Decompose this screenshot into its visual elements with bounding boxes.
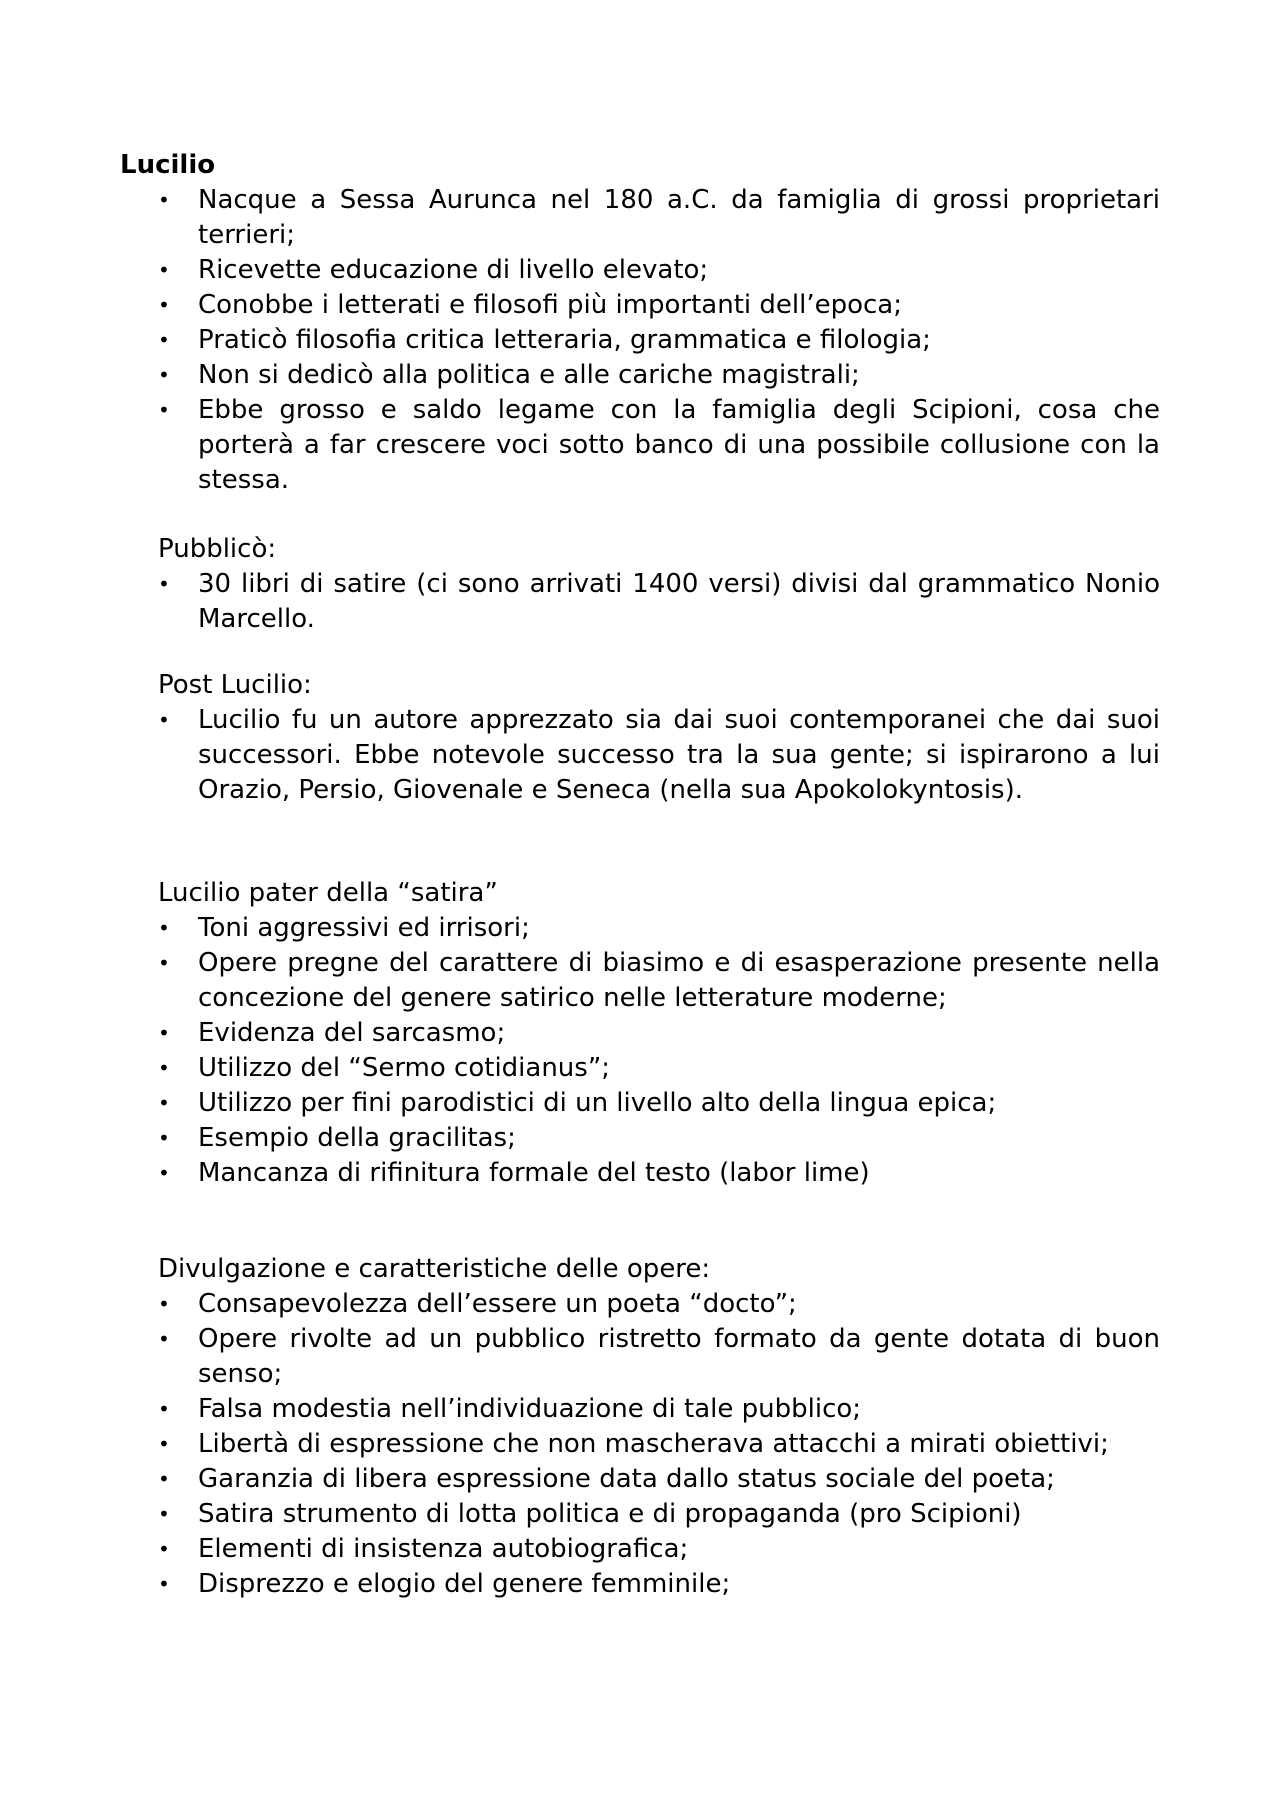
bullet-icon: • bbox=[158, 1502, 170, 1526]
bullet-icon: • bbox=[158, 188, 170, 212]
bullet-icon: • bbox=[158, 328, 170, 352]
bullet-icon: • bbox=[158, 1161, 170, 1185]
section-heading: Post Lucilio: bbox=[158, 670, 312, 700]
list-item: • Conobbe i letterati e filosofi più importanti dell’epoca; bbox=[120, 288, 1160, 323]
section-biografia bbox=[120, 183, 1160, 498]
bullet-icon: • bbox=[158, 293, 170, 317]
bullet-list bbox=[120, 567, 1160, 637]
section-pubblico bbox=[120, 532, 1160, 637]
list-item: • Toni aggressivi ed irrisori; bbox=[120, 911, 1160, 946]
section-heading: Pubblicò: bbox=[158, 534, 277, 564]
bullet-icon: • bbox=[158, 708, 170, 732]
bullet-icon: • bbox=[158, 363, 170, 387]
list-item: • Falsa modestia nell’individuazione di tale pubblico; bbox=[120, 1392, 1160, 1427]
list-item: • Disprezzo e elogio del genere femminile; bbox=[120, 1567, 1160, 1602]
list-item: • Evidenza del sarcasmo; bbox=[120, 1016, 1160, 1051]
section-heading: Divulgazione e caratteristiche delle opere: bbox=[158, 1254, 711, 1284]
bullet-icon: • bbox=[158, 1467, 170, 1491]
bullet-icon: • bbox=[158, 1327, 170, 1351]
section-post-lucilio bbox=[120, 668, 1160, 808]
list-item: • Non si dedicò alla politica e alle cariche magistrali; bbox=[120, 358, 1160, 393]
list-item: • Consapevolezza dell’essere un poeta “docto”; bbox=[120, 1287, 1160, 1322]
list-item: • Esempio della gracilitas; bbox=[120, 1121, 1160, 1156]
bullet-list bbox=[120, 703, 1160, 808]
list-item: • Elementi di insistenza autobiografica; bbox=[120, 1532, 1160, 1567]
bullet-icon: • bbox=[158, 1537, 170, 1561]
bullet-icon: • bbox=[158, 1021, 170, 1045]
section-divulgazione bbox=[120, 1252, 1160, 1602]
bullet-icon: • bbox=[158, 1572, 170, 1596]
list-item: • Lucilio fu un autore apprezzato sia dai suoi contemporanei che dai suoi successori. Ebbe notevole successo tra la sua gente; si ispirarono a lui Orazio, Persio, Giovenale e Seneca (nella sua Apokolokyntosis). bbox=[158, 705, 1160, 805]
list-item: • Nacque a Sessa Aurunca nel 180 a.C. da famiglia di grossi proprietari terrieri; bbox=[158, 185, 1160, 250]
list-item: • Mancanza di rifinitura formale del testo (labor lime) bbox=[120, 1156, 1160, 1191]
bullet-icon: • bbox=[158, 1091, 170, 1115]
bullet-icon: • bbox=[158, 1397, 170, 1421]
bullet-list bbox=[120, 911, 1160, 1191]
bullet-icon: • bbox=[158, 916, 170, 940]
bullet-icon: • bbox=[158, 951, 170, 975]
bullet-icon: • bbox=[158, 1432, 170, 1456]
bullet-icon: • bbox=[158, 572, 170, 596]
list-item: • Utilizzo per fini parodistici di un livello alto della lingua epica; bbox=[120, 1086, 1160, 1121]
bullet-icon: • bbox=[158, 398, 170, 422]
list-item: • Utilizzo del “Sermo cotidianus”; bbox=[120, 1051, 1160, 1086]
list-item: • Garanzia di libera espressione data dallo status sociale del poeta; bbox=[120, 1462, 1160, 1497]
list-item: • Ebbe grosso e saldo legame con la famiglia degli Scipioni, cosa che porterà a far crescere voci sotto banco di una possibile collusione con la stessa. bbox=[158, 395, 1160, 495]
list-item: • 30 libri di satire (ci sono arrivati 1400 versi) divisi dal grammatico Nonio Marcello. bbox=[158, 569, 1160, 634]
bullet-icon: • bbox=[158, 1126, 170, 1150]
list-item: • Opere rivolte ad un pubblico ristretto formato da gente dotata di buon senso; bbox=[158, 1324, 1160, 1389]
list-item: • Opere pregne del carattere di biasimo e di esasperazione presente nella concezione del genere satirico nelle letterature moderne; bbox=[158, 948, 1160, 1013]
bullet-icon: • bbox=[158, 258, 170, 282]
list-item: • Praticò filosofia critica letteraria, grammatica e filologia; bbox=[120, 323, 1160, 358]
list-item: • Libertà di espressione che non mascherava attacchi a mirati obiettivi; bbox=[120, 1427, 1160, 1462]
bullet-list bbox=[120, 1287, 1160, 1602]
bullet-icon: • bbox=[158, 1292, 170, 1316]
section-heading: Lucilio pater della “satira” bbox=[158, 878, 498, 908]
section-pater-satira bbox=[120, 876, 1160, 1191]
list-item: • Satira strumento di lotta politica e di propaganda (pro Scipioni) bbox=[120, 1497, 1160, 1532]
list-item: • Ricevette educazione di livello elevato; bbox=[120, 253, 1160, 288]
bullet-icon: • bbox=[158, 1056, 170, 1080]
bullet-list bbox=[120, 183, 1160, 498]
document-title: Lucilio bbox=[120, 150, 216, 180]
